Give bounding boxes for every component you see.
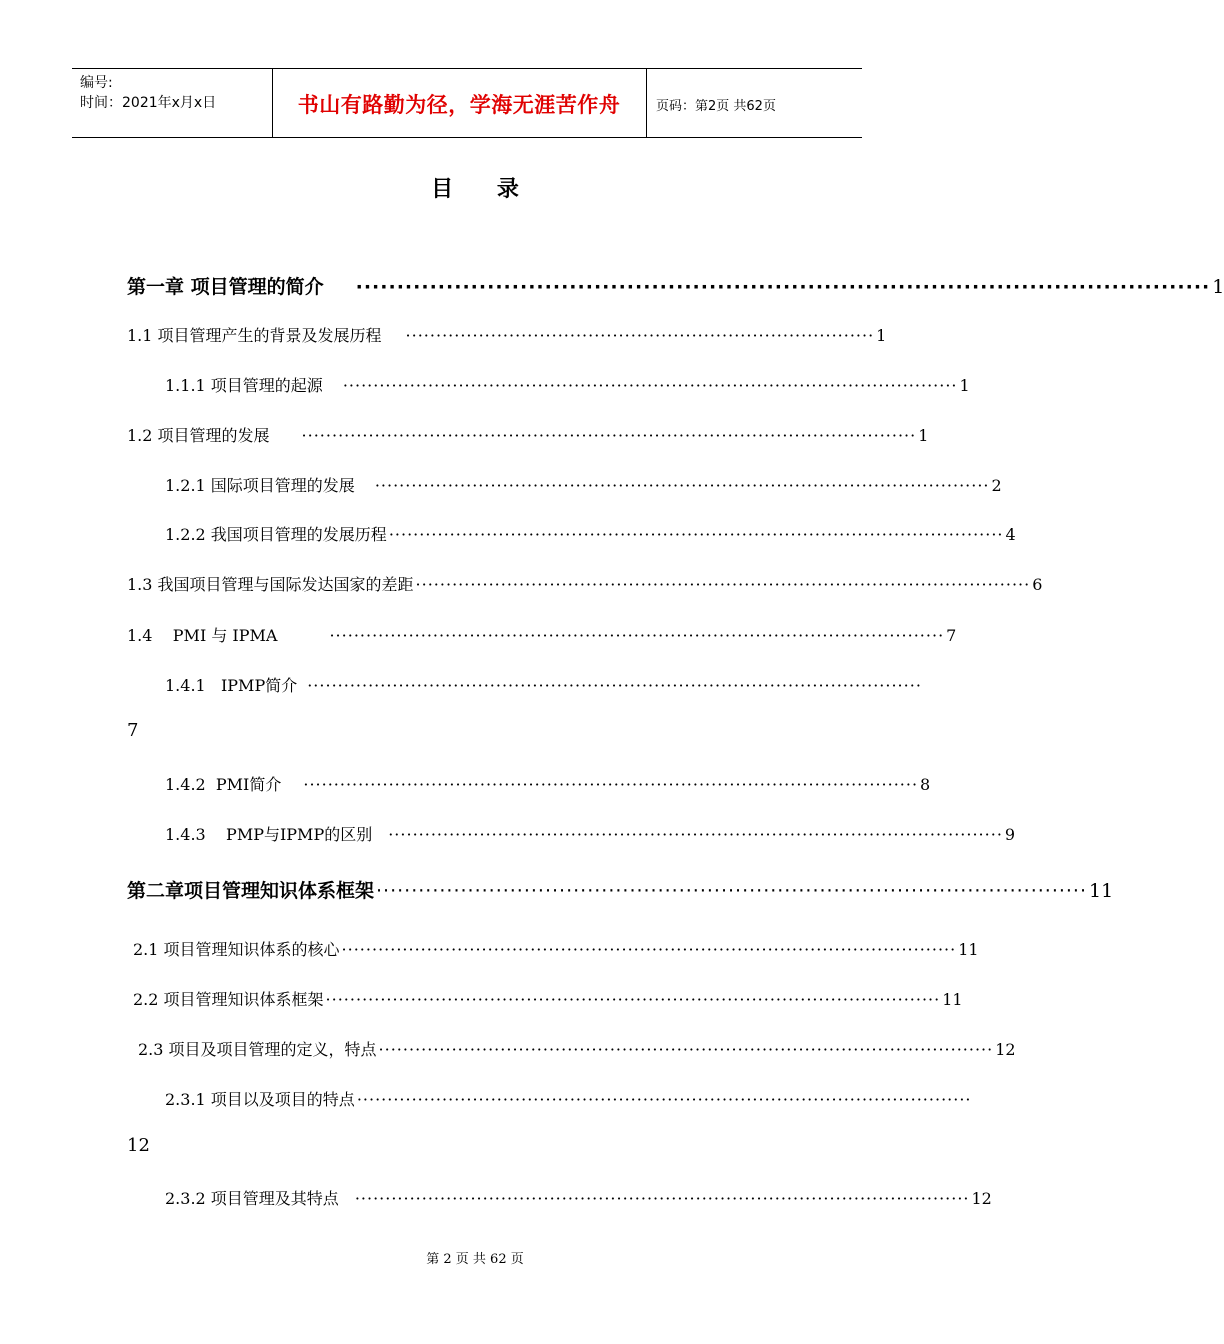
toc-entry-page: 11 bbox=[1089, 880, 1114, 902]
toc-entry-page: 1 bbox=[918, 426, 929, 445]
toc-entry-label: 1.2 项目管理的发展 bbox=[127, 426, 270, 445]
toc-leader: ····································································································· bbox=[307, 676, 922, 695]
toc-entry[interactable] bbox=[133, 987, 963, 1010]
toc-entry[interactable] bbox=[165, 772, 931, 795]
toc-entry-label: 2.2 项目管理知识体系框架 bbox=[133, 990, 324, 1009]
toc-entry-label: 1.3 我国项目管理与国际发达国家的差距 bbox=[127, 575, 414, 594]
toc-entry-page: 1 bbox=[876, 326, 887, 345]
toc-entry[interactable] bbox=[127, 876, 1114, 903]
toc-entry[interactable] bbox=[127, 323, 887, 346]
toc-entry-page: 12 bbox=[127, 1135, 150, 1156]
toc-entry-page: 2 bbox=[991, 476, 1002, 495]
header-date: 时间：2021年x月x日 bbox=[80, 95, 217, 111]
toc-leader: ····································································································· bbox=[378, 1040, 994, 1059]
toc-entry-label: 1.4.2 PMI简介 bbox=[165, 775, 282, 794]
toc-entry-page: 7 bbox=[946, 626, 957, 645]
toc-leader: ····································································································· bbox=[354, 1189, 970, 1208]
toc-entry-label: 第二章项目管理知识体系框架 bbox=[127, 880, 375, 902]
toc-leader: ····································································································· bbox=[325, 990, 941, 1009]
toc-entry-page: 11 bbox=[942, 990, 963, 1009]
toc-entry[interactable] bbox=[165, 822, 1016, 845]
toc-entry-label: 1.4 PMI 与 IPMA bbox=[127, 626, 278, 645]
toc-entry-page: 11 bbox=[958, 940, 979, 959]
toc-leader: ········································································································ bbox=[355, 276, 1211, 298]
toc-entry[interactable] bbox=[127, 572, 1043, 595]
toc-entry-page: 4 bbox=[1005, 525, 1016, 544]
toc-entry-page: 12 bbox=[971, 1189, 992, 1208]
toc-entry[interactable] bbox=[165, 522, 1016, 545]
toc-entry-label: 2.1 项目管理知识体系的核心 bbox=[133, 940, 340, 959]
toc-entry[interactable] bbox=[127, 272, 1224, 299]
header-divider bbox=[646, 69, 647, 137]
toc-entry[interactable] bbox=[165, 373, 970, 396]
toc-entry[interactable] bbox=[127, 423, 929, 446]
toc-entry-label: 1.4.3 PMP与IPMP的区别 bbox=[165, 825, 373, 844]
toc-entry[interactable] bbox=[138, 1037, 1016, 1060]
toc-entry-page: 6 bbox=[1032, 575, 1043, 594]
toc-entry-label: 2.3.2 项目管理及其特点 bbox=[165, 1189, 339, 1208]
toc-leader: ····································································································· bbox=[356, 1090, 972, 1109]
page-footer: 第 2 页 共 62 页 bbox=[426, 1252, 524, 1267]
toc-entry-page: 12 bbox=[995, 1040, 1016, 1059]
toc-leader: ····································································································· bbox=[303, 775, 919, 794]
toc-leader: ····································································································· bbox=[329, 626, 945, 645]
toc-leader: ····································································································· bbox=[415, 575, 1031, 594]
toc-entry-label: 2.3 项目及项目管理的定义，特点 bbox=[138, 1040, 377, 1059]
toc-entry-label: 2.3.1 项目以及项目的特点 bbox=[165, 1090, 355, 1109]
toc-entry-page: 8 bbox=[920, 775, 931, 794]
toc-leader: ····································································································· bbox=[374, 476, 990, 495]
toc-entry-page: 9 bbox=[1004, 825, 1016, 844]
page-title: 目 录 bbox=[431, 177, 537, 202]
toc-entry-label: 1.1.1 项目管理的起源 bbox=[165, 376, 323, 395]
toc-entry-label: 1.4.1 IPMP简介 bbox=[165, 676, 298, 695]
toc-entry[interactable] bbox=[133, 937, 979, 960]
toc-entry-page: 1 bbox=[1212, 276, 1224, 298]
toc-entry[interactable] bbox=[165, 473, 1002, 496]
toc-entry[interactable] bbox=[165, 1186, 992, 1209]
toc-leader: ····································································································· bbox=[376, 880, 1088, 902]
header-motto: 书山有路勤为径，学海无涯苦作舟 bbox=[297, 93, 621, 117]
document-header bbox=[72, 68, 862, 138]
header-page-info: 页码：第2页 共62页 bbox=[656, 99, 776, 114]
toc-entry-label: 1.1 项目管理产生的背景及发展历程 bbox=[127, 326, 382, 345]
toc-entry-page: 7 bbox=[127, 720, 139, 741]
toc-leader: ····································································································· bbox=[388, 825, 1003, 844]
toc-entry-label: 1.2.1 国际项目管理的发展 bbox=[165, 476, 355, 495]
toc-entry-page: 1 bbox=[959, 376, 970, 395]
toc-entry[interactable] bbox=[165, 1087, 972, 1110]
toc-leader: ············································································· bbox=[405, 326, 875, 345]
toc-entry[interactable] bbox=[165, 673, 922, 696]
toc-leader: ····································································································· bbox=[342, 376, 958, 395]
toc-entry-label: 第一章 项目管理的简介 bbox=[127, 276, 324, 298]
header-number-label: 编号: bbox=[80, 75, 113, 91]
header-meta bbox=[80, 73, 216, 113]
toc-leader: ····································································································· bbox=[388, 525, 1004, 544]
toc-entry[interactable] bbox=[127, 623, 957, 646]
toc-leader: ····································································································· bbox=[301, 426, 917, 445]
toc-entry-label: 1.2.2 我国项目管理的发展历程 bbox=[165, 525, 387, 544]
toc-leader: ····································································································· bbox=[341, 940, 957, 959]
